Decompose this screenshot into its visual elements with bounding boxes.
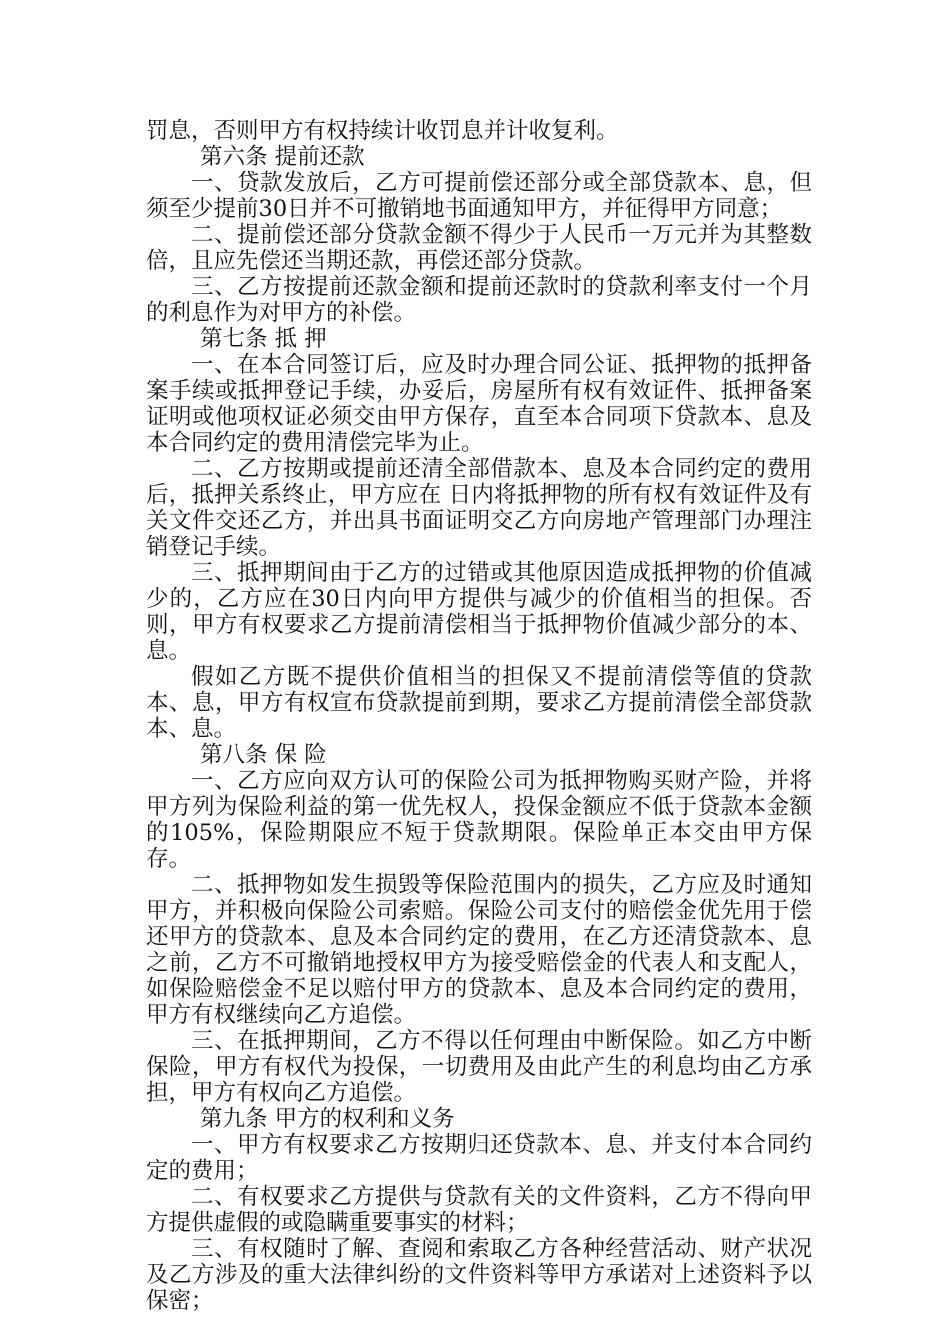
document-body — [146, 118, 812, 1314]
article-9-heading: 第九条 甲方的权利和义务 — [200, 1106, 455, 1132]
article-9-clause-3: 三、有权随时了解、查阅和索取乙方各种经营活动、财产状况及乙方涉及的重大法律纠纷的文件资料等甲方承诺对上述资料予以保密； — [146, 1236, 812, 1314]
article-6-clause-2: 二、提前偿还部分贷款金额不得少于人民币一万元并为其整数倍，且应先偿还当期还款，再偿还部分贷款。 — [146, 222, 812, 274]
article-6-heading: 第六条 提前还款 — [200, 144, 365, 170]
article-7-clause-4: 假如乙方既不提供价值相当的担保又不提前清偿等值的贷款本、息，甲方有权宣布贷款提前到期，要求乙方提前清偿全部贷款本、息。 — [146, 664, 812, 742]
article-6-clause-3: 三、乙方按提前还款金额和提前还款时的贷款利率支付一个月的利息作为对甲方的补偿。 — [146, 274, 812, 326]
article-7-clause-1: 一、在本合同签订后，应及时办理合同公证、抵押物的抵押备案手续或抵押登记手续，办妥后，房屋所有权有效证件、抵押备案证明或他项权证必须交由甲方保存，直至本合同项下贷款本、息及本合同约定的费用清偿完毕为止。 — [146, 352, 812, 456]
article-6-clause-1: 一、贷款发放后，乙方可提前偿还部分或全部贷款本、息，但须至少提前30日并不可撤销地书面通知甲方，并征得甲方同意； — [146, 170, 812, 222]
article-8-heading: 第八条 保 险 — [200, 742, 327, 768]
article-8-clause-3: 三、在抵押期间，乙方不得以任何理由中断保险。如乙方中断保险，甲方有权代为投保，一切费用及由此产生的利息均由乙方承担，甲方有权向乙方追偿。 — [146, 1028, 812, 1106]
article-8-clause-1: 一、乙方应向双方认可的保险公司为抵押物购买财产险，并将甲方列为保险利益的第一优先权人，投保金额应不低于贷款本金额的105%，保险期限应不短于贷款期限。保险单正本交由甲方保存。 — [146, 768, 812, 872]
article-7-heading: 第七条 抵 押 — [200, 326, 327, 352]
article-7-clause-3: 三、抵押期间由于乙方的过错或其他原因造成抵押物的价值减少的，乙方应在30日内向甲方提供与减少的价值相当的担保。否则，甲方有权要求乙方提前清偿相当于抵押物价值减少部分的本、息。 — [146, 560, 812, 664]
article-7-clause-2: 二、乙方按期或提前还清全部借款本、息及本合同约定的费用后，抵押关系终止，甲方应在 日内将抵押物的所有权有效证件及有关文件交还乙方，并出具书面证明交乙方向房地产管理部门办理注销登记手续。 — [146, 456, 812, 560]
article-8-clause-2: 二、抵押物如发生损毁等保险范围内的损失，乙方应及时通知甲方，并积极向保险公司索赔。保险公司支付的赔偿金优先用于偿还甲方的贷款本、息及本合同约定的费用，在乙方还清贷款本、息之前，乙方不可撤销地授权甲方为接受赔偿金的代表人和支配人，如保险赔偿金不足以赔付甲方的贷款本、息及本合同约定的费用，甲方有权继续向乙方追偿。 — [146, 872, 812, 1028]
paragraph-continuation: 罚息，否则甲方有权持续计收罚息并计收复利。 — [146, 118, 619, 144]
article-9-clause-1: 一、甲方有权要求乙方按期归还贷款本、息、并支付本合同约定的费用； — [146, 1132, 812, 1184]
article-9-clause-2: 二、有权要求乙方提供与贷款有关的文件资料，乙方不得向甲方提供虚假的或隐瞒重要事实的材料； — [146, 1184, 812, 1236]
